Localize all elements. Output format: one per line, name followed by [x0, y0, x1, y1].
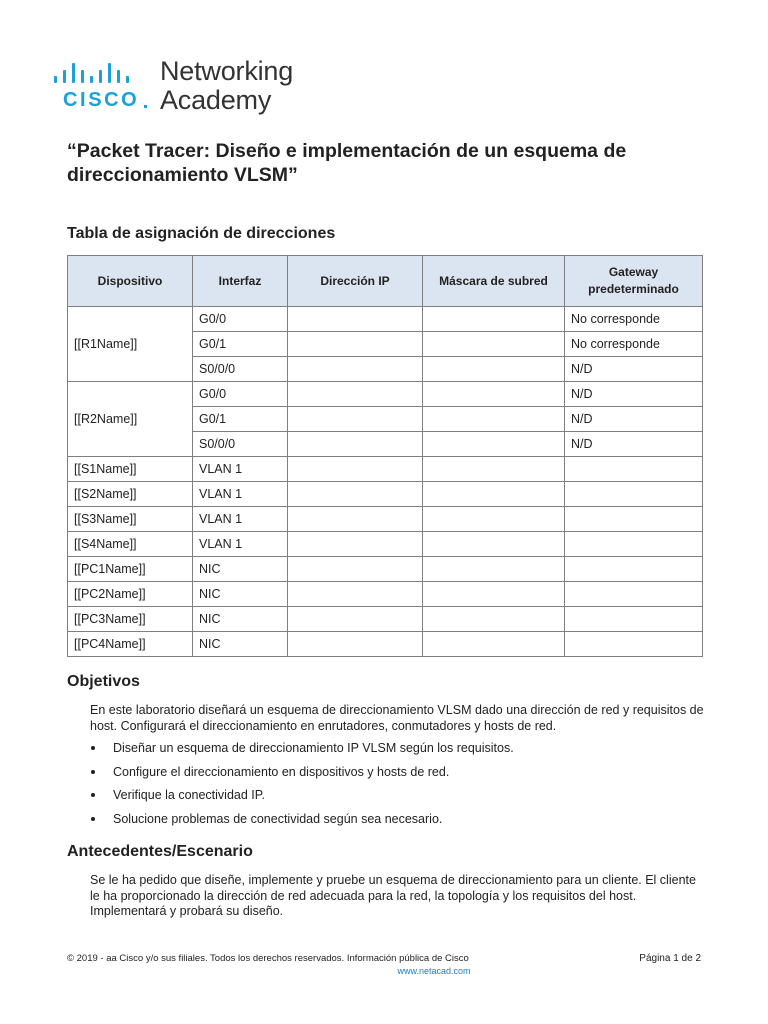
ip-cell — [288, 482, 423, 507]
objectives-intro: En este laboratorio diseñará un esquema de direccionamiento VLSM dado una dirección de red y requisitos de host. Configurará el direccionamiento en enrutadores, conmutadores y hosts de red. — [90, 703, 704, 733]
device-cell: [[PC4Name]] — [68, 632, 193, 657]
gateway-cell — [565, 557, 703, 582]
gateway-cell: No corresponde — [565, 332, 703, 357]
footer-page-number: Página 1 de 2 — [639, 953, 701, 964]
mask-cell — [423, 507, 565, 532]
ip-cell — [288, 582, 423, 607]
footer-url-link[interactable]: www.netacad.com — [397, 966, 471, 976]
ip-cell — [288, 457, 423, 482]
header-gateway: Gateway predeterminado — [565, 256, 703, 307]
device-cell: [[PC1Name]] — [68, 557, 193, 582]
list-item: Diseñar un esquema de direccionamiento IP VLSM según los requisitos. — [90, 740, 690, 764]
ip-cell — [288, 532, 423, 557]
footer-copyright: © 2019 - aa Cisco y/o sus filiales. Todos los derechos reservados. Información pública de Cisco — [67, 953, 469, 964]
cisco-wordmark: CISCO — [63, 89, 140, 111]
table-row — [68, 482, 703, 507]
interface-cell: VLAN 1 — [193, 457, 288, 482]
objectives-heading: Objetivos — [67, 673, 140, 690]
mask-cell — [423, 632, 565, 657]
list-item: Configure el direccionamiento en dispositivos y hosts de red. — [90, 764, 690, 788]
list-item: Solucione problemas de conectividad según sea necesario. — [90, 811, 690, 835]
background-text: Se le ha pedido que diseñe, implemente y pruebe un esquema de direccionamiento para un cliente. El cliente le ha proporcionado la dirección de red adecuada para la red, la topología y los requisitos del host. Implementará y probará su diseño. — [90, 873, 696, 918]
interface-cell: G0/0 — [193, 382, 288, 407]
background-heading: Antecedentes/Escenario — [67, 843, 253, 860]
interface-cell: G0/0 — [193, 307, 288, 332]
cisco-bars-icon — [54, 61, 142, 83]
header-interface: Interfaz — [193, 256, 288, 307]
ip-cell — [288, 607, 423, 632]
ip-cell — [288, 307, 423, 332]
mask-cell — [423, 432, 565, 457]
mask-cell — [423, 382, 565, 407]
ip-cell — [288, 557, 423, 582]
interface-cell: VLAN 1 — [193, 532, 288, 557]
header-device: Dispositivo — [68, 256, 193, 307]
mask-cell — [423, 357, 565, 382]
device-cell: [[R2Name]] — [68, 382, 193, 457]
ip-cell — [288, 407, 423, 432]
table-row — [68, 532, 703, 557]
gateway-cell — [565, 532, 703, 557]
device-cell: [[PC2Name]] — [68, 582, 193, 607]
table-row — [68, 507, 703, 532]
mask-cell — [423, 457, 565, 482]
gateway-cell — [565, 457, 703, 482]
header-mask: Máscara de subred — [423, 256, 565, 307]
interface-cell: NIC — [193, 632, 288, 657]
bullet-icon — [91, 746, 95, 750]
gateway-cell — [565, 607, 703, 632]
device-cell: [[S3Name]] — [68, 507, 193, 532]
ip-cell — [288, 382, 423, 407]
device-cell: [[PC3Name]] — [68, 607, 193, 632]
gateway-cell: N/D — [565, 382, 703, 407]
interface-cell: VLAN 1 — [193, 482, 288, 507]
ip-cell — [288, 357, 423, 382]
mask-cell — [423, 582, 565, 607]
interface-cell: NIC — [193, 607, 288, 632]
mask-cell — [423, 557, 565, 582]
interface-cell: VLAN 1 — [193, 507, 288, 532]
address-table — [67, 255, 703, 657]
brand-academy: Academy — [160, 85, 272, 115]
mask-cell — [423, 407, 565, 432]
bullet-icon — [91, 793, 95, 797]
ip-cell — [288, 432, 423, 457]
interface-cell: S0/0/0 — [193, 357, 288, 382]
mask-cell — [423, 607, 565, 632]
header-ip: Dirección IP — [288, 256, 423, 307]
objectives-list — [90, 740, 690, 834]
gateway-cell — [565, 507, 703, 532]
interface-cell: S0/0/0 — [193, 432, 288, 457]
gateway-cell: N/D — [565, 432, 703, 457]
gateway-cell: N/D — [565, 357, 703, 382]
gateway-cell: No corresponde — [565, 307, 703, 332]
interface-cell: NIC — [193, 557, 288, 582]
device-cell: [[S1Name]] — [68, 457, 193, 482]
bullet-icon — [91, 770, 95, 774]
table-row — [68, 382, 703, 407]
table-row — [68, 582, 703, 607]
mask-cell — [423, 532, 565, 557]
list-item: Verifique la conectividad IP. — [90, 787, 690, 811]
table-row — [68, 557, 703, 582]
device-cell: [[S2Name]] — [68, 482, 193, 507]
document-title: “Packet Tracer: Diseño e implementación de un esquema de direccionamiento VLSM” — [67, 140, 627, 186]
interface-cell: G0/1 — [193, 332, 288, 357]
ip-cell — [288, 507, 423, 532]
ip-cell — [288, 332, 423, 357]
gateway-cell — [565, 482, 703, 507]
device-cell: [[S4Name]] — [68, 532, 193, 557]
interface-cell: NIC — [193, 582, 288, 607]
device-cell: [[R1Name]] — [68, 307, 193, 382]
gateway-cell — [565, 632, 703, 657]
interface-cell: G0/1 — [193, 407, 288, 432]
mask-cell — [423, 482, 565, 507]
mask-cell — [423, 307, 565, 332]
gateway-cell: N/D — [565, 407, 703, 432]
table-heading: Tabla de asignación de direcciones — [67, 225, 336, 242]
brand-networking: Networking — [160, 56, 294, 86]
bullet-icon — [91, 817, 95, 821]
table-row — [68, 307, 703, 332]
mask-cell — [423, 332, 565, 357]
cisco-networking-academy-logo — [52, 58, 312, 118]
gateway-cell — [565, 582, 703, 607]
table-row — [68, 457, 703, 482]
table-row — [68, 632, 703, 657]
table-row — [68, 607, 703, 632]
ip-cell — [288, 632, 423, 657]
